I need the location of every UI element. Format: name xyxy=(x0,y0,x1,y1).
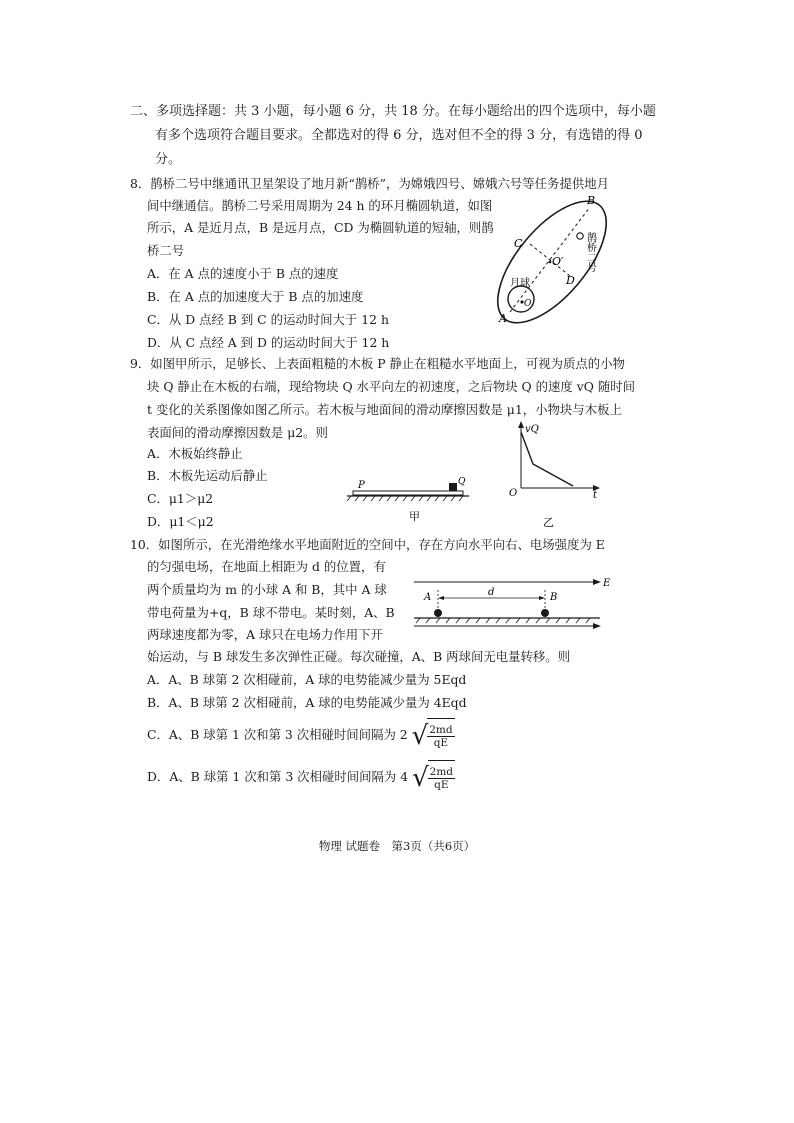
label-b: B xyxy=(587,194,596,207)
caption-jia: 甲 xyxy=(409,510,420,523)
page-footer: 物理 试题卷 第3页（共6页） xyxy=(318,839,476,853)
lower-field-arrow xyxy=(593,623,601,629)
label-d: D xyxy=(566,274,575,287)
fraction-numerator: 2md xyxy=(429,766,454,778)
satellite-icon xyxy=(577,233,583,239)
label-q: Q xyxy=(458,477,466,487)
board-p xyxy=(353,491,463,495)
q8-stem-line2: 间中继通信。鹊桥二号采用周期为 24 h 的环月椭圆轨道，如图 xyxy=(147,198,493,213)
q10-stem-line1: 10．如图所示，在光滑绝缘水平地面附近的空间中，存在方向水平向右、电场强度为 E xyxy=(130,537,605,552)
section-heading: 二、多项选择题：共 3 小题，每小题 6 分，共 18 分。在每小题给出的四个选项中，每小题 xyxy=(130,104,656,119)
q8-orbit-figure xyxy=(490,192,620,332)
q10-stem-line5: 两球速度都为零，A 球只在电场力作用下开 xyxy=(147,627,383,642)
q9-stem-line2: 块 Q 静止在木板的右端，现给物块 Q 水平向左的初速度，之后物块 Q 的速度 vQ 随时间 xyxy=(147,379,636,394)
q9-option-d: D．μ1＜μ2 xyxy=(147,514,214,529)
label-c: C xyxy=(514,237,523,250)
v-axis-arrow xyxy=(518,421,524,428)
sqrt-radicand xyxy=(428,760,455,795)
q10-stem-line6: 始运动，与 B 球发生多次弹性正碰。每次碰撞，A、B 两球间无电量转移。则 xyxy=(147,649,571,664)
label-e: E xyxy=(603,578,610,589)
label-p: P xyxy=(358,480,365,491)
field-arrow xyxy=(593,579,601,585)
q10-option-b: B．A、B 球第 2 次相碰前，A 球的电势能减少量为 4Eqd xyxy=(147,695,467,710)
q9-figure-yi xyxy=(503,418,603,530)
block-q xyxy=(449,483,457,491)
q9-option-c: C．μ1＞μ2 xyxy=(147,491,214,506)
minor-axis-dashed xyxy=(530,244,570,276)
caption-yi: 乙 xyxy=(543,516,554,529)
sqrt-radicand xyxy=(427,718,454,753)
label-vq: vQ xyxy=(525,424,539,435)
q10-option-c xyxy=(147,718,455,753)
sqrt-symbol: √ xyxy=(412,762,429,793)
fraction xyxy=(428,766,455,791)
fraction-numerator: 2md xyxy=(429,724,453,736)
q10-option-a: A．A、B 球第 2 次相碰前，A 球的电势能减少量为 5Eqd xyxy=(147,672,467,687)
label-a: A xyxy=(424,592,432,603)
label-moon: 月球 xyxy=(510,278,530,289)
ball-b xyxy=(541,609,549,617)
q8-option-c: C．从 D 点经 B 到 C 的运动时间大于 12 h xyxy=(147,312,389,327)
q10-option-c-text: C．A、B 球第 1 次和第 3 次相碰时间间隔为 2 xyxy=(147,727,408,742)
q8-stem-line3: 所示，A 是近月点，B 是远月点，CD 为椭圆轨道的短轴，则鹊 xyxy=(147,220,494,235)
q8-stem-line4: 桥二号 xyxy=(147,243,185,258)
fraction xyxy=(427,724,454,749)
q10-stem-line3: 两个质量均为 m 的小球 A 和 B，其中 A 球 xyxy=(147,582,387,597)
ground-hatching xyxy=(347,496,463,501)
label-a: A xyxy=(499,312,507,325)
fraction-denominator: qE xyxy=(434,779,449,791)
label-b: B xyxy=(550,592,558,603)
q10-stem-line4: 带电荷量为+q，B 球不带电。某时刻，A、B xyxy=(147,605,395,620)
q9-stem-line4: 表面间的滑动摩擦因数是 μ2。则 xyxy=(147,425,328,440)
ball-a xyxy=(434,609,442,617)
label-oprime: O′ xyxy=(552,255,564,268)
q8-stem-line1: 8．鹊桥二号中继通讯卫星架设了地月新“鹊桥”，为嫦娥四号、嫦娥六号等任务提供地月 xyxy=(130,176,610,191)
q8-option-b: B．在 A 点的加速度大于 B 点的加速度 xyxy=(147,289,364,304)
q10-option-d xyxy=(147,760,455,795)
q10-option-d-text: D．A、B 球第 1 次和第 3 次相碰时间间隔为 4 xyxy=(147,769,409,784)
q10-stem-line2: 的匀强电场，在地面上相距为 d 的位置，有 xyxy=(147,559,386,574)
velocity-curve xyxy=(521,432,573,486)
orbit-center-dot xyxy=(549,261,552,264)
label-o: O xyxy=(524,299,532,309)
label-t: t xyxy=(593,490,598,501)
q10-figure xyxy=(410,572,610,632)
label-d: d xyxy=(488,587,495,598)
q8-option-d: D．从 C 点经 A 到 D 的运动时间大于 12 h xyxy=(147,335,390,350)
label-origin: O xyxy=(509,488,518,499)
distance-arrow-right xyxy=(539,596,545,600)
q9-option-a: A．木板始终静止 xyxy=(147,446,243,461)
q8-option-a: A．在 A 点的速度小于 B 点的速度 xyxy=(147,266,339,281)
fraction-denominator: qE xyxy=(433,737,449,749)
section-heading-line3: 分。 xyxy=(155,152,182,167)
q9-option-b: B．木板先运动后静止 xyxy=(147,468,268,483)
q9-figure-jia xyxy=(345,476,475,526)
sqrt-symbol: √ xyxy=(411,720,429,751)
section-heading-line2: 有多个选项符合题目要求。全都选对的得 6 分，选对但不全的得 3 分，有选错的得 0 xyxy=(155,128,643,143)
q9-stem-line1: 9．如图甲所示，足够长、上表面粗糙的木板 P 静止在粗糙水平地面上，可视为质点的小物 xyxy=(130,356,625,371)
distance-arrow-left xyxy=(438,596,444,600)
label-satellite: 鹊桥二号 xyxy=(584,232,596,272)
q9-stem-line3: t 变化的关系图像如图乙所示。若木板与地面间的滑动摩擦因数是 μ1，小物块与木板上 xyxy=(147,402,622,417)
ground-hatching xyxy=(416,618,590,623)
